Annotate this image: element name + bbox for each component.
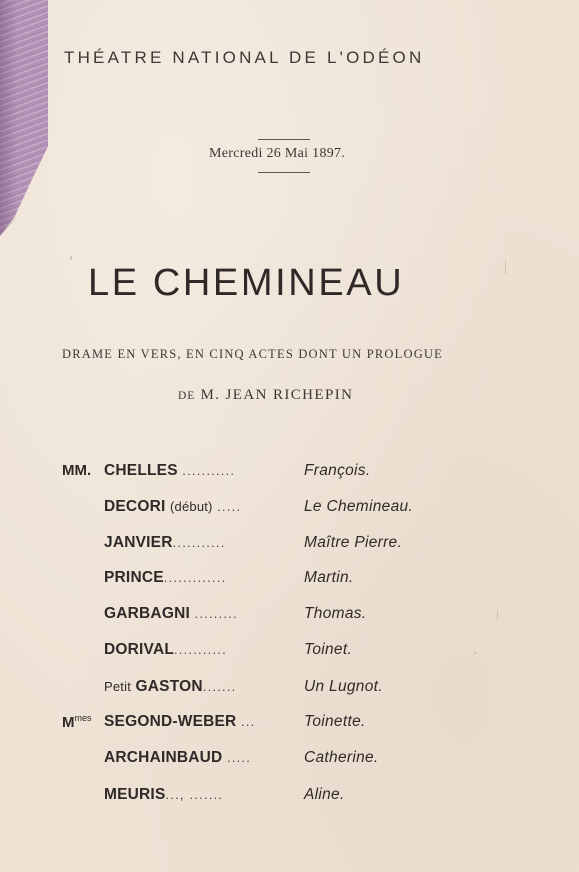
leader-dots: ..... [217, 499, 242, 514]
paper-speck [497, 610, 498, 620]
date-rule-bottom [258, 172, 310, 173]
actor-name: SEGOND-WEBER [104, 713, 237, 730]
actor-name: CHELLES [104, 462, 178, 479]
date-rule-top [258, 139, 310, 140]
actor-note: (début) [170, 499, 213, 514]
cast-actor [104, 749, 251, 767]
cast-role: Aline. [304, 786, 345, 803]
actor-name: GARBAGNI [104, 605, 190, 622]
author-name: M. JEAN RICHEPIN [200, 387, 354, 403]
cast-row [0, 641, 579, 663]
leader-dots: ......... [194, 606, 238, 621]
cast-actor [104, 641, 227, 659]
actor-note: Petit [104, 679, 132, 694]
cast-role: Le Chemineau. [304, 498, 414, 515]
cast-actor [104, 713, 255, 731]
leader-dots: ........... [182, 463, 236, 478]
cast-role: Toinette. [304, 713, 366, 730]
cast-row [0, 749, 579, 771]
theatre-name: THÉATRE NATIONAL DE L'ODÉON [64, 48, 425, 67]
cast-prefix-sup: mes [74, 713, 92, 723]
leader-dots: ..... [226, 750, 252, 765]
cast-actor [104, 605, 238, 623]
cast-actor [104, 498, 241, 516]
play-title: LE CHEMINEAU [88, 262, 405, 304]
cast-row [0, 569, 579, 591]
paper-speck [474, 652, 476, 654]
actor-name: MEURIS [104, 786, 166, 803]
paper-speck [70, 256, 72, 260]
actor-name: ARCHAINBAUD [104, 749, 223, 766]
actor-name: DECORI [104, 498, 166, 515]
cast-row [0, 605, 579, 627]
cast-row [0, 462, 579, 484]
cast-actor [104, 786, 223, 804]
performance-date: Mercredi 26 Mai 1897. [209, 146, 346, 161]
cast-actor [104, 534, 226, 552]
paper-speck [505, 260, 506, 274]
actor-name: GASTON [135, 678, 203, 695]
cast-row [0, 534, 579, 556]
cast-row [0, 498, 579, 520]
play-subtitle: DRAME EN VERS, EN CINQ ACTES DONT UN PROLOGUE [62, 347, 443, 361]
author-prefix: DE [178, 390, 196, 402]
cast-row [0, 713, 579, 735]
cast-actor [104, 462, 235, 480]
leader-dots: ....... [202, 679, 237, 694]
cast-prefix-letter: M [62, 714, 75, 731]
actor-name: DORIVAL [104, 641, 174, 658]
leader-dots: ........... [174, 642, 227, 657]
cast-role: François. [304, 462, 371, 479]
cast-actor [104, 569, 226, 587]
cast-role: Un Lugnot. [304, 678, 383, 695]
cast-row [0, 678, 579, 700]
actor-name: PRINCE [104, 569, 164, 586]
author-line [178, 387, 353, 404]
cast-prefix: MM. [62, 462, 92, 479]
actor-name: JANVIER [104, 534, 173, 551]
cast-row [0, 786, 579, 808]
leader-dots: ............. [163, 570, 227, 585]
cast-role: Toinet. [304, 641, 353, 658]
cast-role: Maître Pierre. [304, 534, 403, 551]
cast-role: Thomas. [304, 605, 367, 622]
leader-dots: ........... [172, 535, 226, 550]
leader-dots: ... [240, 714, 256, 729]
cast-prefix [62, 713, 92, 731]
cast-role: Martin. [304, 569, 354, 586]
cast-actor [104, 678, 236, 696]
cast-role: Catherine. [304, 749, 379, 766]
leader-dots: ..., ....... [165, 787, 224, 802]
ribbon-shadow [0, 0, 18, 236]
